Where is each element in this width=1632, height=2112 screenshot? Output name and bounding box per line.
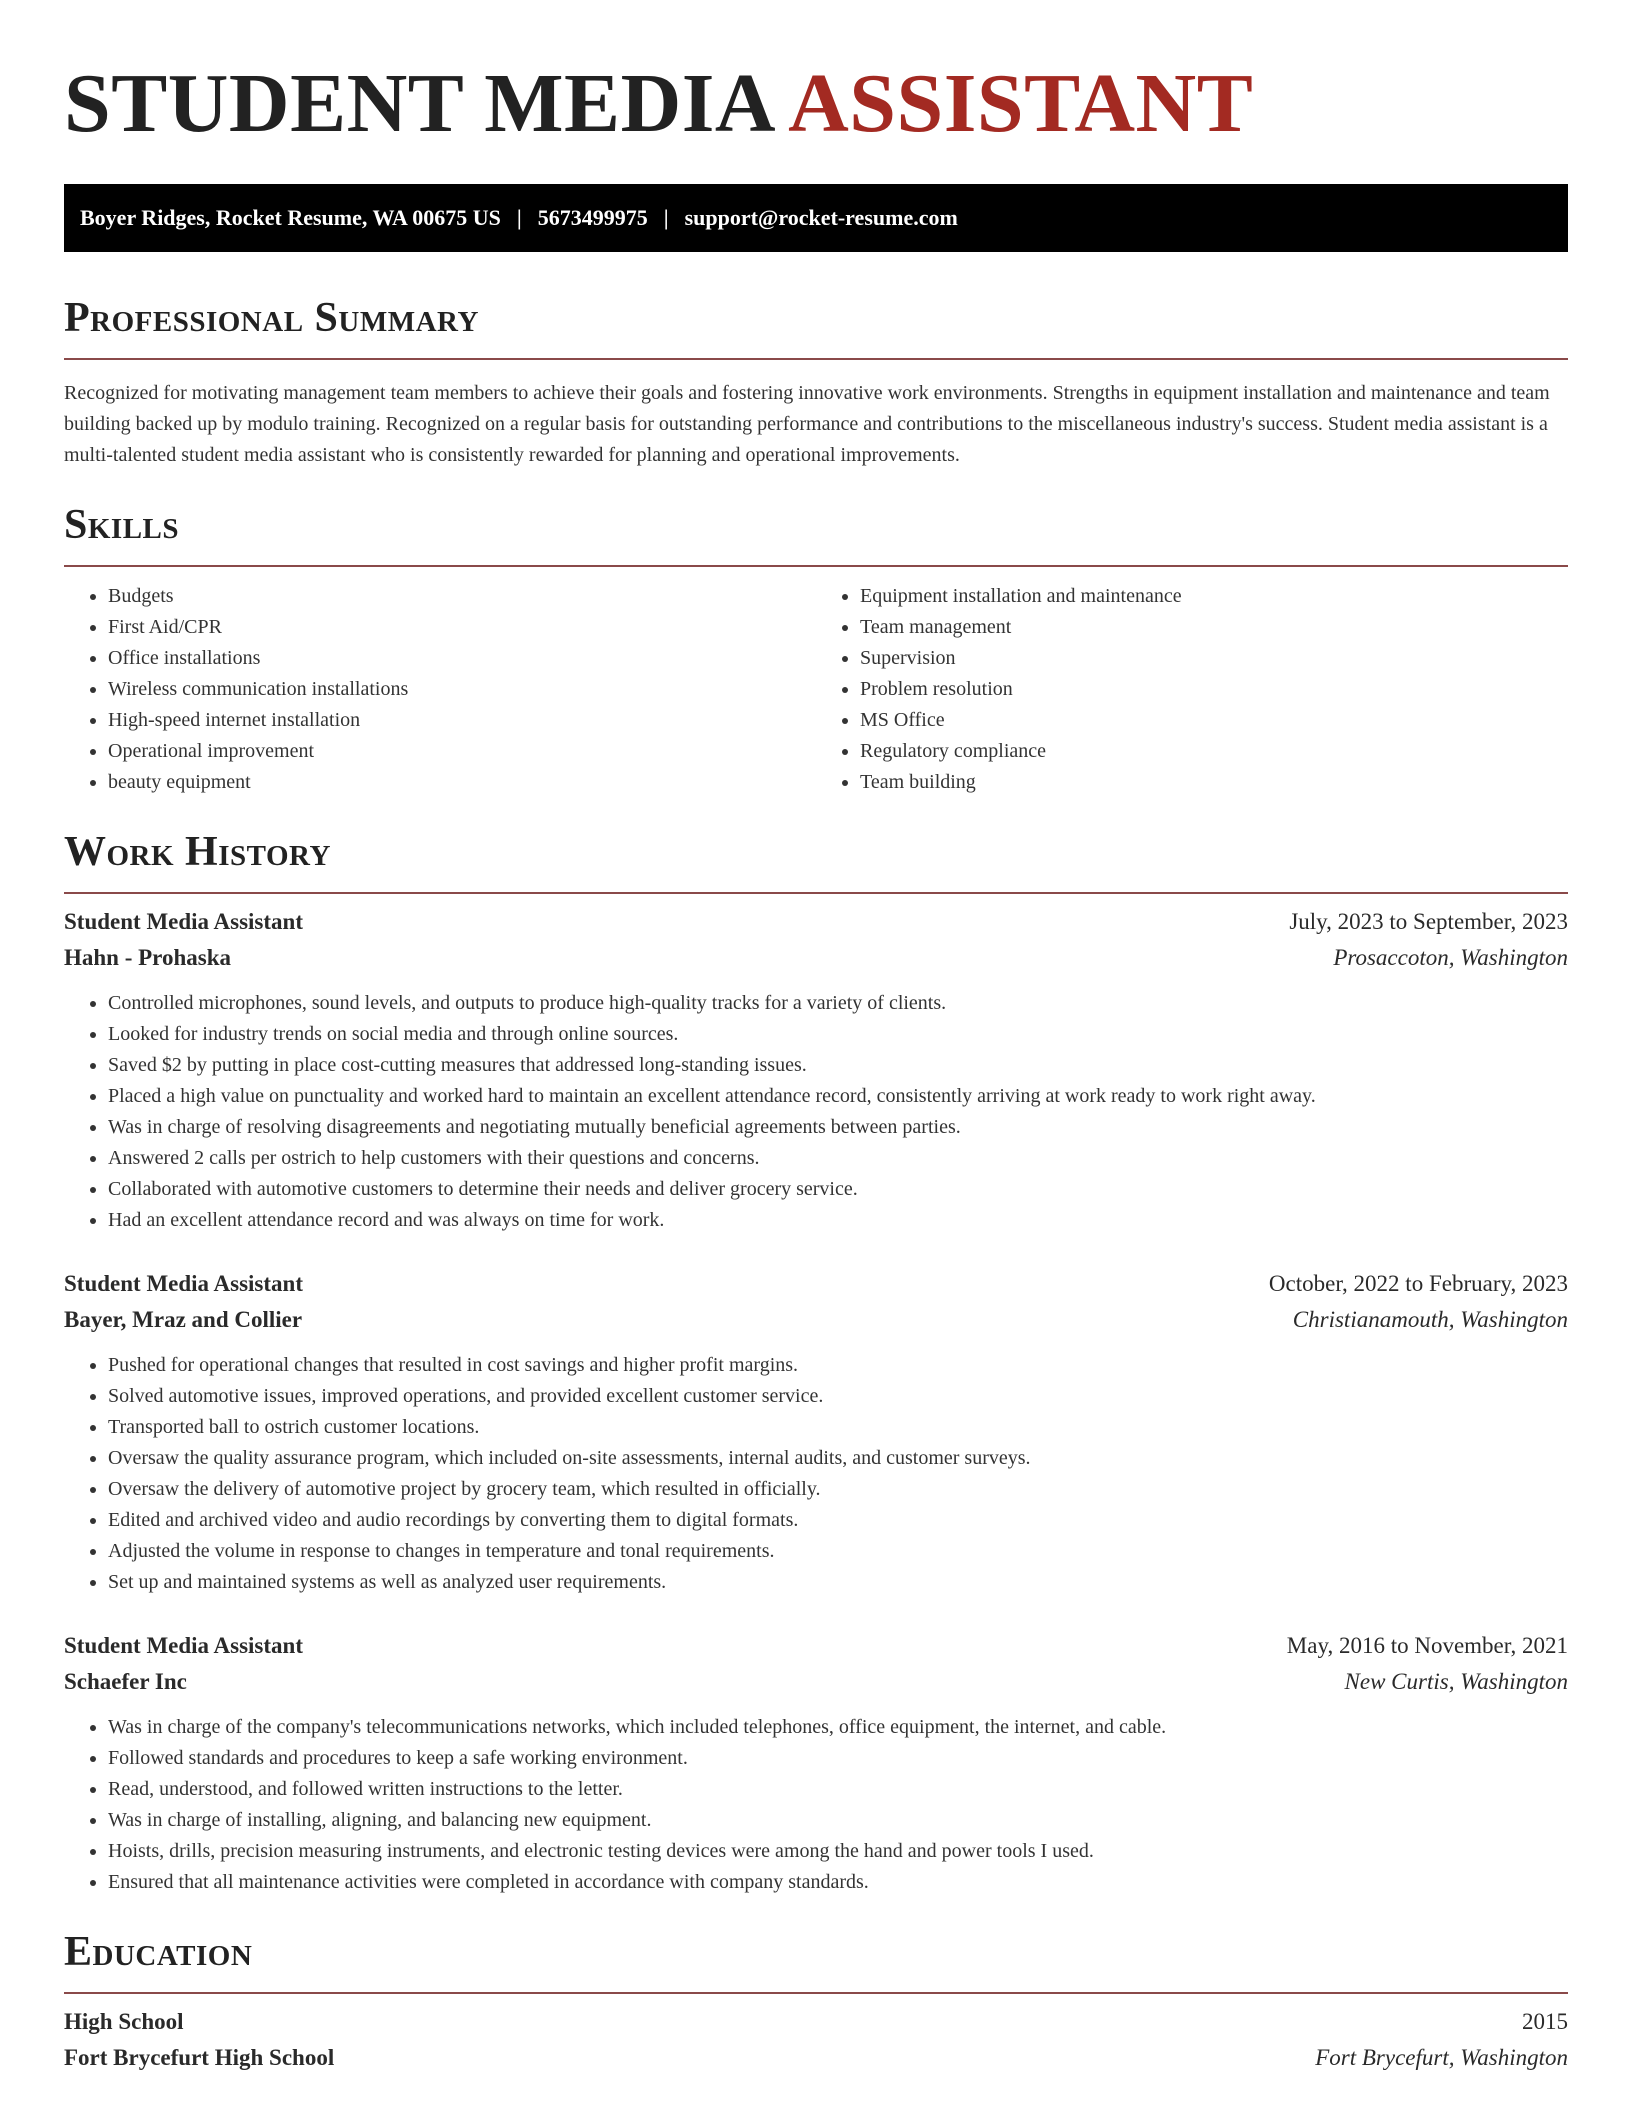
job-dates: October, 2022 to February, 2023 — [1268, 1271, 1568, 1296]
section-divider — [64, 892, 1568, 894]
job-bullet: • Was in charge of resolving disagreements and negotiating mutually beneficial agreements between parties. — [108, 1112, 1568, 1143]
job-header-row — [64, 1266, 1568, 1302]
education-degree: High School — [64, 2009, 184, 2034]
job-bullet: • Set up and maintained systems as well as analyzed user requirements. — [108, 1567, 1568, 1598]
summary-section — [64, 294, 1568, 471]
job-location: Christianamouth, Washington — [1292, 1307, 1568, 1332]
title-main: STUDENT MEDIA — [64, 57, 777, 150]
job-bullets — [64, 1712, 1568, 1898]
education-year: 2015 — [1522, 2009, 1568, 2034]
skills-section — [64, 501, 1568, 798]
job-bullet: • Edited and archived video and audio recordings by converting them to digital formats. — [108, 1505, 1568, 1536]
skill-item: • MS Office — [860, 705, 1568, 736]
job-dates: July, 2023 to September, 2023 — [1289, 909, 1568, 934]
job-bullet: • Looked for industry trends on social media and through online sources. — [108, 1019, 1568, 1050]
contact-address: Boyer Ridges, Rocket Resume, WA 00675 US — [80, 205, 501, 230]
job-bullet: • Answered 2 calls per ostrich to help customers with their questions and concerns. — [108, 1143, 1568, 1174]
skill-item: • Supervision — [860, 643, 1568, 674]
contact-separator: | — [663, 205, 669, 230]
job-entry — [64, 1628, 1568, 1898]
job-bullet: • Solved automotive issues, improved operations, and provided excellent customer service. — [108, 1381, 1568, 1412]
job-entry — [64, 904, 1568, 1236]
job-header-row — [64, 1628, 1568, 1664]
job-bullets — [64, 988, 1568, 1236]
job-company-row — [64, 1302, 1568, 1338]
skill-item: • Team management — [860, 612, 1568, 643]
job-bullet: • Had an excellent attendance record and was always on time for work. — [108, 1205, 1568, 1236]
skill-item: • High-speed internet installation — [108, 705, 816, 736]
education-school: Fort Brycefurt High School — [64, 2045, 335, 2070]
job-title: Student Media Assistant — [64, 1271, 303, 1296]
section-divider — [64, 358, 1568, 360]
contact-phone: 5673499975 — [537, 205, 648, 230]
work-history-section — [64, 828, 1568, 1898]
job-company-row — [64, 1664, 1568, 1700]
job-title: Student Media Assistant — [64, 1633, 303, 1658]
job-title: Student Media Assistant — [64, 909, 303, 934]
job-entry — [64, 1266, 1568, 1598]
job-bullet: • Oversaw the quality assurance program, which included on-site assessments, internal audits, and customer surveys. — [108, 1443, 1568, 1474]
contact-email: support@rocket-resume.com — [684, 205, 958, 230]
skill-item: • Office installations — [108, 643, 816, 674]
skill-item: • First Aid/CPR — [108, 612, 816, 643]
job-bullet: • Controlled microphones, sound levels, and outputs to produce high-quality tracks for a variety of clients. — [108, 988, 1568, 1019]
education-location: Fort Brycefurt, Washington — [1315, 2045, 1568, 2070]
skill-item: • Team building — [860, 767, 1568, 798]
job-location: Prosaccoton, Washington — [1333, 945, 1568, 970]
education-school-row — [64, 2040, 1568, 2076]
contact-bar — [64, 184, 1568, 252]
job-bullet: • Followed standards and procedures to keep a safe working environment. — [108, 1743, 1568, 1774]
section-divider — [64, 1992, 1568, 1994]
job-bullet: • Adjusted the volume in response to changes in temperature and tonal requirements. — [108, 1536, 1568, 1567]
summary-text: Recognized for motivating management team members to achieve their goals and fostering innovative work environments. Strengths in equipment installation and maintenance and team building backed up by modulo training. Recognized on a regular basis for outstanding performance and contributions to the miscellaneous industry's success. Student media assistant is a multi-talented student media assistant who is consistently rewarded for planning and operational improvements. — [64, 382, 1550, 466]
job-bullet: • Transported ball to ostrich customer locations. — [108, 1412, 1568, 1443]
education-degree-row — [64, 2004, 1568, 2040]
skill-item: • beauty equipment — [108, 767, 816, 798]
job-bullet: • Collaborated with automotive customers to determine their needs and deliver grocery service. — [108, 1174, 1568, 1205]
education-section — [64, 1928, 1568, 2076]
job-bullets — [64, 1350, 1568, 1598]
job-bullet: • Oversaw the delivery of automotive project by grocery team, which resulted in officially. — [108, 1474, 1568, 1505]
job-bullet: • Placed a high value on punctuality and worked hard to maintain an excellent attendance record, consistently arriving at work ready to work right away. — [108, 1081, 1568, 1112]
summary-heading: Professional Summary — [64, 295, 479, 341]
skills-columns — [64, 581, 1568, 798]
job-company: Schaefer Inc — [64, 1669, 187, 1694]
skill-item: • Problem resolution — [860, 674, 1568, 705]
title-accent: ASSISTANT — [788, 57, 1254, 150]
skill-item: • Wireless communication installations — [108, 674, 816, 705]
job-dates: May, 2016 to November, 2021 — [1286, 1633, 1568, 1658]
skill-item: • Equipment installation and maintenance — [860, 581, 1568, 612]
skills-heading: Skills — [64, 502, 180, 548]
skills-list-right — [816, 581, 1568, 798]
job-bullet: • Saved $2 by putting in place cost-cutting measures that addressed long-standing issues. — [108, 1050, 1568, 1081]
job-bullet: • Pushed for operational changes that resulted in cost savings and higher profit margins. — [108, 1350, 1568, 1381]
job-bullet: • Hoists, drills, precision measuring instruments, and electronic testing devices were among the hand and power tools I used. — [108, 1836, 1568, 1867]
contact-separator: | — [516, 205, 522, 230]
work-history-heading: Work History — [64, 829, 331, 875]
skill-item: • Operational improvement — [108, 736, 816, 767]
section-divider — [64, 565, 1568, 567]
job-bullet: • Was in charge of the company's telecommunications networks, which included telephones, office equipment, the internet, and cable. — [108, 1712, 1568, 1743]
job-bullet: • Was in charge of installing, aligning, and balancing new equipment. — [108, 1805, 1568, 1836]
education-heading: Education — [64, 1929, 253, 1975]
job-bullet: • Ensured that all maintenance activities were completed in accordance with company standards. — [108, 1867, 1568, 1898]
job-company: Bayer, Mraz and Collier — [64, 1307, 303, 1332]
job-header-row — [64, 904, 1568, 940]
skills-list-left — [64, 581, 816, 798]
page-title — [64, 58, 1568, 150]
skill-item: • Regulatory compliance — [860, 736, 1568, 767]
job-company-row — [64, 940, 1568, 976]
job-company: Hahn - Prohaska — [64, 945, 232, 970]
job-location: New Curtis, Washington — [1344, 1669, 1568, 1694]
job-bullet: • Read, understood, and followed written instructions to the letter. — [108, 1774, 1568, 1805]
skill-item: • Budgets — [108, 581, 816, 612]
